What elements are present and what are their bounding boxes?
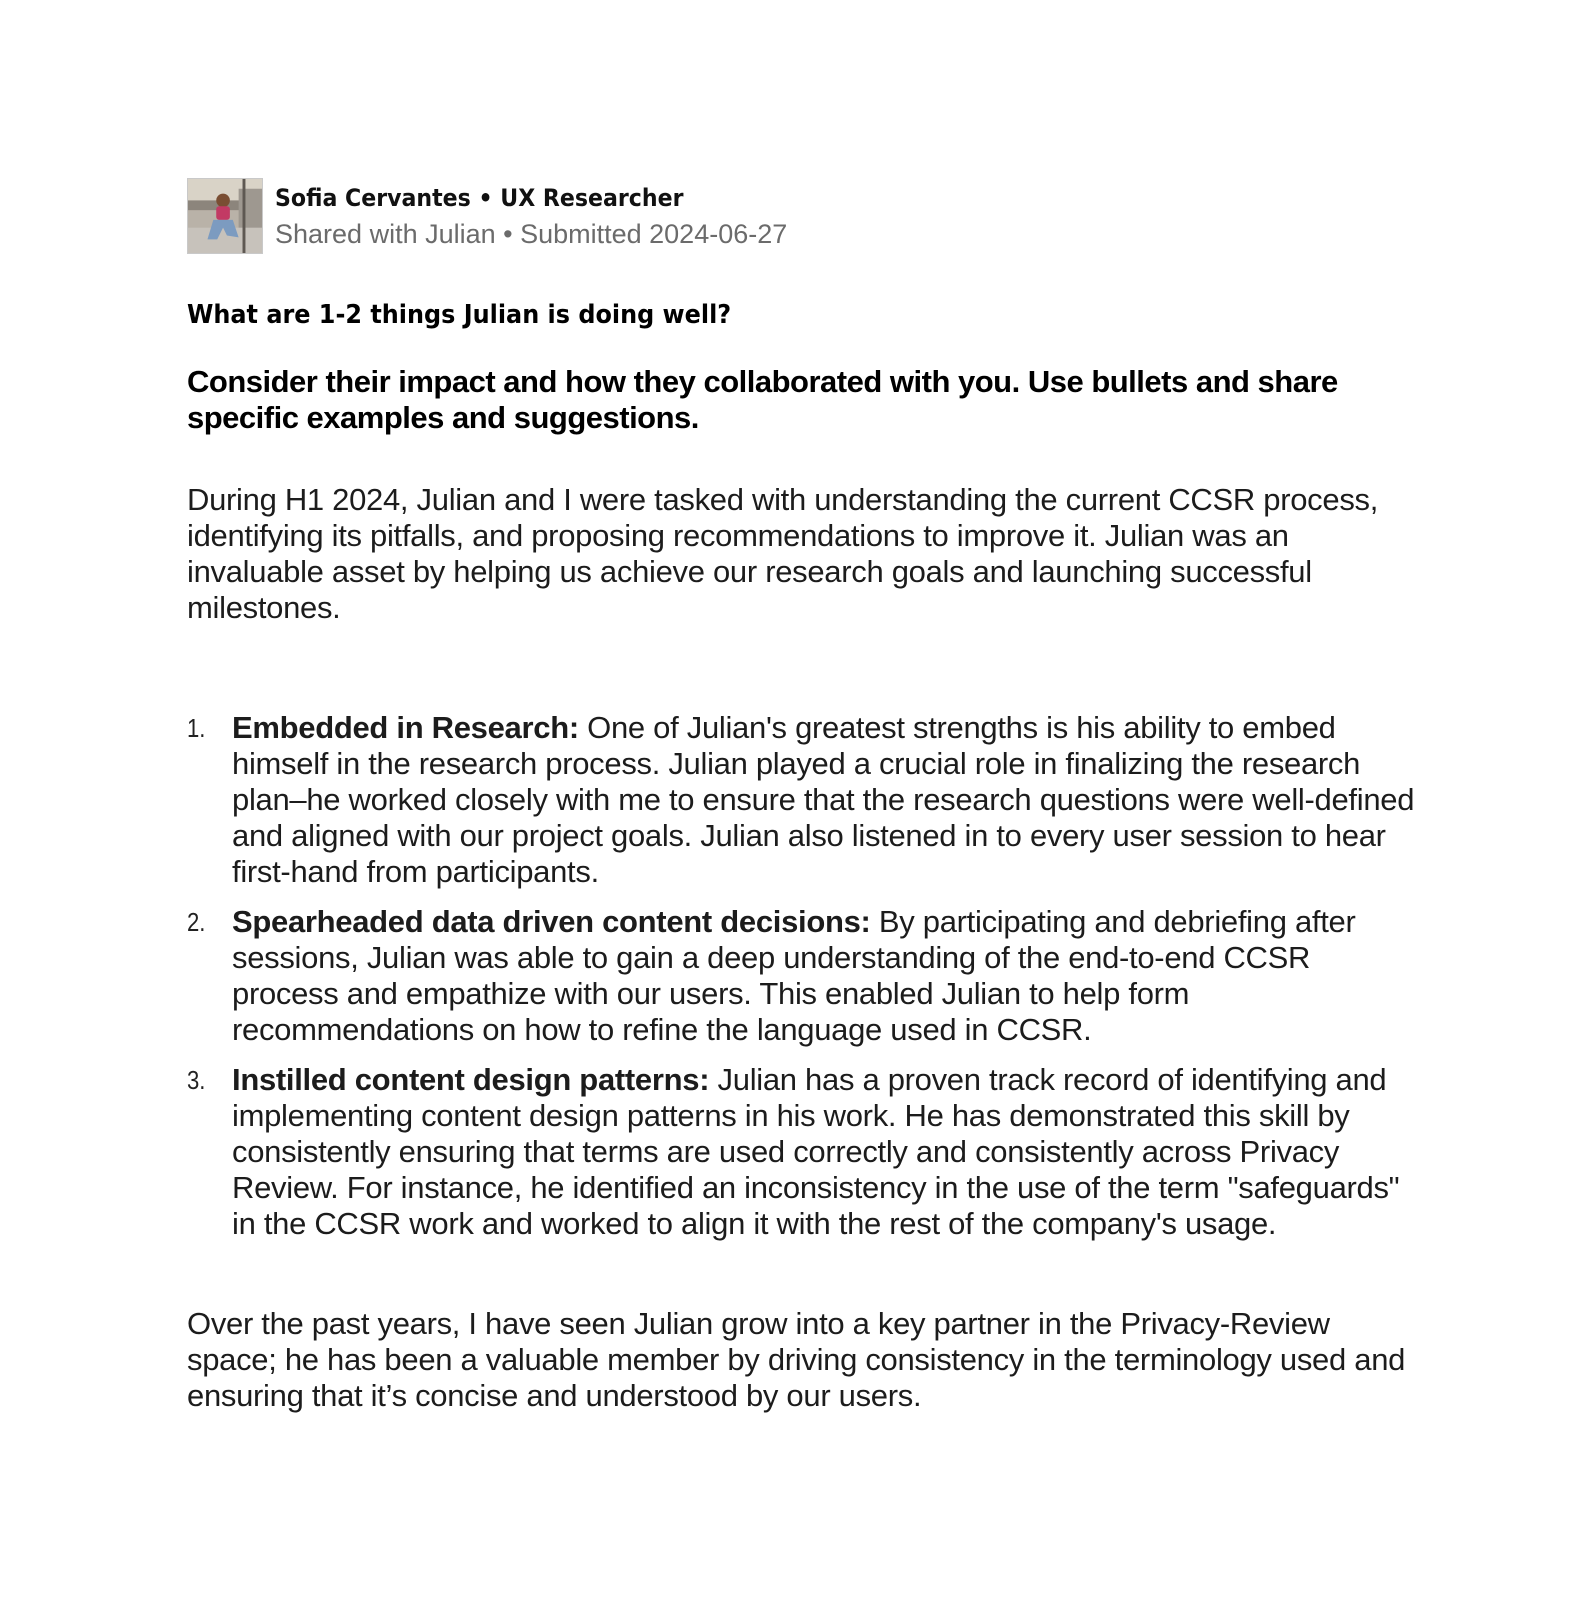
list-item-text: One of Julian's greatest strengths is his ability to embed himself in the research process. Julian played a crucial role in finalizing the research plan–he worked closely with me to ensure that the research questions were well-defined and aligned with our project goals. Julian also listened in to every user session to hear first-hand from participants.	[232, 710, 1415, 889]
strengths-list	[187, 710, 1417, 1242]
question-prompt: Consider their impact and how they collaborated with you. Use bullets and share specific examples and suggestions.	[187, 364, 1338, 435]
list-item-body	[232, 1062, 1417, 1242]
list-number: 2.	[187, 907, 206, 937]
author-meta	[275, 177, 787, 251]
list-item-body	[232, 904, 1417, 1048]
author-name-role: Sofia Cervantes • UX Researcher	[275, 184, 684, 212]
list-item-title: Spearheaded data driven content decisions:	[232, 904, 871, 939]
intro-paragraph: During H1 2024, Julian and I were tasked with understanding the current CCSR process, identifying its pitfalls, and proposing recommendations to improve it. Julian was an invaluable asset by helping us achieve our research goals and launching successful milestones.	[187, 482, 1379, 625]
list-item-text: By participating and debriefing after sessions, Julian was able to gain a deep understanding of the end-to-end CCSR process and empathize with our users. This enabled Julian to help form recommendations on how to refine the language used in CCSR.	[232, 904, 1356, 1047]
avatar	[187, 178, 263, 254]
list-number: 1.	[187, 713, 206, 743]
list-item	[187, 1062, 1417, 1242]
list-item-body	[232, 710, 1417, 890]
avatar-photo	[188, 179, 262, 253]
list-item-text: Julian has a proven track record of identifying and implementing content design patterns in his work. He has demonstrated this skill by consistently ensuring that terms are used correctly and consistently across Privacy Review. For instance, he identified an inconsistency in the use of the term "safeguards" in the CCSR work and worked to align it with the rest of the company's usage.	[232, 1062, 1400, 1241]
list-number: 3.	[187, 1065, 206, 1095]
feedback-card	[187, 177, 1417, 1414]
shared-submitted-line: Shared with Julian • Submitted 2024-06-27	[275, 219, 788, 249]
list-item-title: Instilled content design patterns:	[232, 1062, 710, 1097]
author-header	[187, 177, 1417, 254]
list-item	[187, 904, 1417, 1048]
list-item	[187, 710, 1417, 890]
closing-paragraph: Over the past years, I have seen Julian grow into a key partner in the Privacy-Review space; he has been a valuable member by driving consistency in the terminology used and ensuring that it’s concise and understood by our users.	[187, 1306, 1406, 1413]
list-item-title: Embedded in Research:	[232, 710, 579, 745]
question-heading: What are 1-2 things Julian is doing well?	[187, 300, 732, 330]
